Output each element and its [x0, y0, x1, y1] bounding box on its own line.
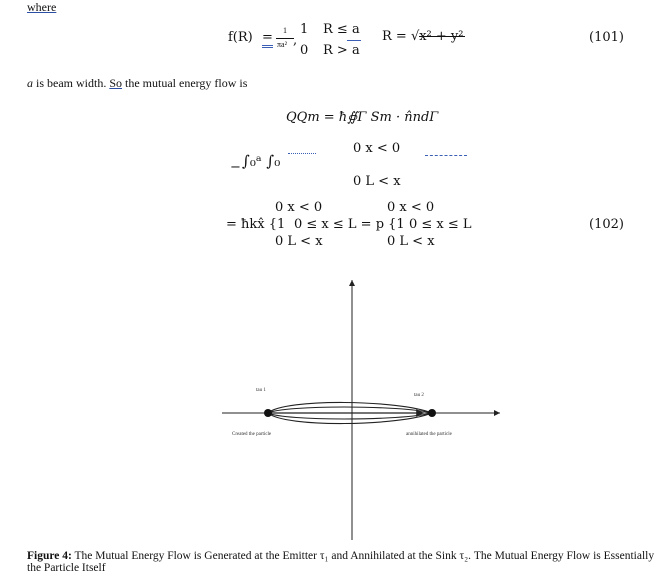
- flow-line-inner-bottom: [268, 413, 432, 419]
- eq-integral-case3: 0 L < x: [353, 174, 401, 189]
- eq101-comma: ,: [293, 33, 298, 48]
- eq-mutual-energy-flow: QQm = ħ∯Γ Sm · n̂ndΓ: [286, 110, 439, 125]
- figure-caption: [27, 550, 655, 574]
- eq102-line2-right: 0 ≤ x ≤ L: [409, 217, 472, 232]
- emitter-dot: [264, 409, 272, 417]
- eq101-r-definition: R = √x² + y²: [382, 29, 464, 44]
- flow-line-outer-bottom: [268, 413, 432, 424]
- sink-dot: [428, 409, 436, 417]
- eq101-case1-cond: R ≤ a: [323, 22, 360, 37]
- caption-label: Figure 4:: [27, 550, 72, 562]
- eq101-case1-val: 1: [300, 22, 309, 37]
- eq102-line2-left: 0 ≤ x ≤ L = p {1: [294, 217, 405, 232]
- label-tau2: tau 2: [414, 393, 424, 398]
- eq-integral: ∫₀ᵃ ∫₀: [242, 152, 281, 170]
- flow-line-outer-top: [268, 402, 432, 413]
- eq102-number: (102): [589, 217, 624, 232]
- eq101-case2-val: 0: [300, 43, 309, 58]
- eq101-number: (101): [589, 30, 624, 45]
- caption-text: The Mutual Energy Flow is Generated at the Emitter τ₁ and Annihilated at the Sink τ₂. The Mutual Energy Flow is Essentially the Particle Itself: [27, 550, 655, 574]
- label-tau1: tau 1: [256, 388, 266, 393]
- eq102-line3-right: 0 L < x: [387, 234, 435, 249]
- flow-line-inner-top: [268, 407, 432, 413]
- eq101-frac-num: 1: [283, 26, 287, 35]
- para-rest-2: the mutual energy flow is: [122, 76, 248, 90]
- eq101-frac-den: πa²: [277, 40, 287, 49]
- eq101-lhs: f(R): [228, 30, 253, 45]
- eq102-line3-left: 0 L < x: [275, 234, 323, 249]
- label-created: Created the particle: [232, 432, 272, 437]
- para-a: a: [27, 76, 33, 90]
- label-annihilated: annihilated the particle: [406, 432, 452, 437]
- para-rest-1: is beam width.: [33, 76, 110, 90]
- eq101-case2-cond: R > a: [323, 43, 360, 58]
- eq101-equals: =: [262, 30, 273, 48]
- eq102-line1-left: 0 x < 0: [275, 200, 323, 215]
- intro-word: where: [27, 0, 57, 14]
- eq-integral-case1: 0 x < 0: [353, 141, 401, 156]
- eq102-line1-right: 0 x < 0: [387, 200, 435, 215]
- eq-integral-prefix: −: [230, 160, 241, 175]
- para-so: So: [109, 76, 123, 90]
- eq102-lhs: = ħkx̂ {1: [226, 217, 286, 232]
